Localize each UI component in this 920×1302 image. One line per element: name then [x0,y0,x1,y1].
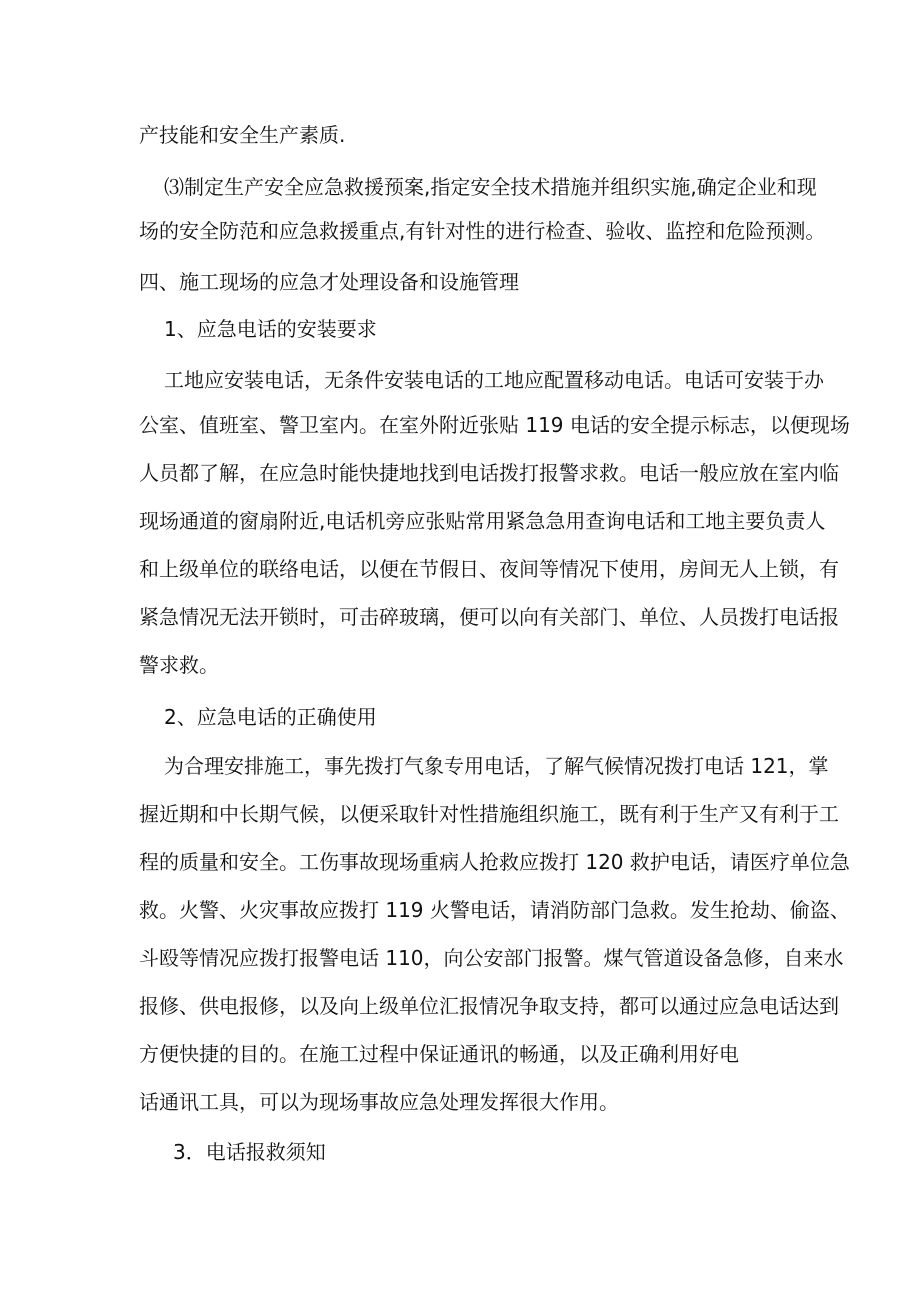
text-line-item-3: ⑶制定生产安全应急救援预案,指定安全技术措施并组织实施,确定企业和现 [164,175,817,199]
text-line: 场的安全防范和应急救援重点,有针对性的进行检查、验收、监控和危险预测。 [139,219,826,243]
paragraph-line: 人员都了解，在应急时能快捷地找到电话拨打报警求救。电话一般应放在室内临 [139,461,839,485]
paragraph-line: 警求救。 [139,653,219,677]
paragraph-line: 握近期和中长期气候，以便采取针对性措施组织施工，既有利于生产又有利于工 [139,802,839,826]
paragraph-line: 为合理安排施工，事先拨打气象专用电话，了解气候情况拨打电话 121，掌 [164,754,829,778]
paragraph-line: 公室、值班室、警卫室内。在室外附近张贴 119 电话的安全提示标志，以便现场 [139,413,850,437]
paragraph-line: 现场通道的窗扇附近,电话机旁应张贴常用紧急急用查询电话和工地主要负责人 [139,509,826,533]
subheading-1: 1、应急电话的安装要求 [164,317,377,341]
subheading-3: 3．电话报救须知 [173,1140,326,1164]
paragraph-line: 斗殴等情况应拨打报警电话 110，向公安部门报警。煤气管道设备急修，自来水 [139,946,844,970]
paragraph-line: 方便快捷的目的。在施工过程中保证通讯的畅通，以及正确利用好电 [139,1042,739,1066]
paragraph-line: 程的质量和安全。工伤事故现场重病人抢救应拨打 120 救护电话，请医疗单位急 [139,850,850,874]
subheading-2: 2、应急电话的正确使用 [164,705,377,729]
paragraph-line: 报修、供电报修，以及向上级单位汇报情况争取支持，都可以通过应急电话达到 [139,994,839,1018]
paragraph-line: 话通讯工具，可以为现场事故应急处理发挥很大作用。 [139,1090,619,1114]
paragraph-line: 工地应安装电话，无条件安装电话的工地应配置移动电话。电话可安装于办 [164,368,824,392]
text-line-continuation: 产技能和安全生产素质. [139,123,346,147]
section-heading-4: 四、施工现场的应急才处理设备和设施管理 [139,270,519,294]
paragraph-line: 救。火警、火灾事故应拨打 119 火警电话，请消防部门急救。发生抢劫、偷盗、 [139,898,850,922]
paragraph-line: 和上级单位的联络电话，以便在节假日、夜间等情况下使用，房间无人上锁，有 [139,557,839,581]
paragraph-line: 紧急情况无法开锁时，可击碎玻璃，便可以向有关部门、单位、人员拨打电话报 [139,605,839,629]
